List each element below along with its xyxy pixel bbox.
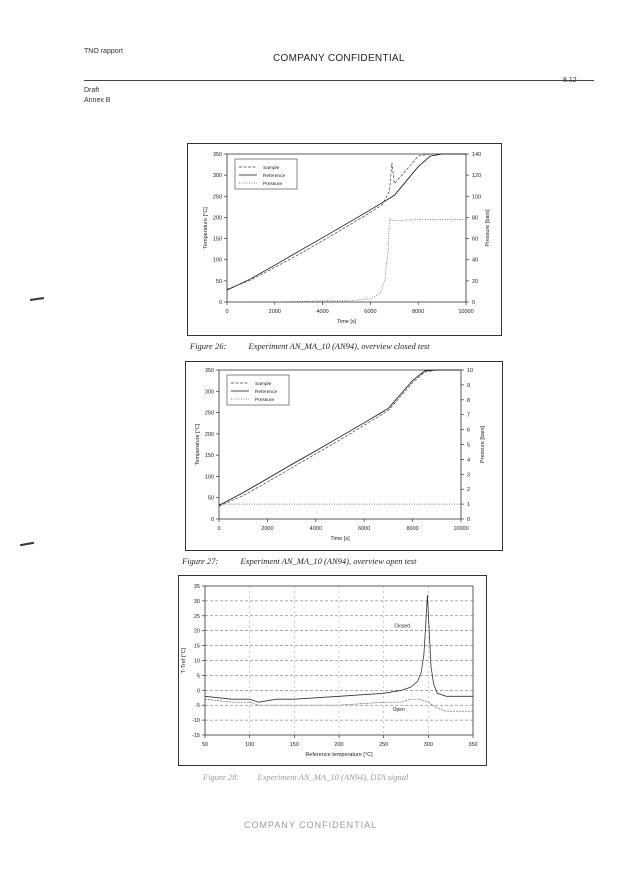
figure-28-caption-label: Figure 28: [203, 772, 240, 782]
y2-tick-label: 1 [467, 502, 471, 509]
y2-axis-label: Pressure [bars] [485, 209, 491, 247]
y-tick-label: 5 [196, 673, 200, 680]
legend-label-sample: Sample [255, 382, 272, 387]
x-tick-label: 4000 [316, 309, 329, 315]
y2-tick-label: 10 [467, 368, 474, 374]
figure-26-chart [188, 144, 501, 335]
y2-tick-label: 6 [467, 427, 471, 434]
y-tick-label: 0 [210, 517, 214, 523]
y-tick-label: 300 [204, 389, 214, 396]
y2-tick-label: 9 [467, 382, 471, 389]
x-tick-label: 50 [201, 742, 209, 748]
figure-27-caption [182, 556, 416, 566]
figure-28-box [178, 575, 487, 766]
scan-mark-2 [20, 542, 34, 546]
series-line-pressure [227, 220, 466, 303]
figure-26-caption-label: Figure 26: [190, 341, 227, 351]
page-number: 8.12 [563, 77, 577, 84]
footer-confidential: COMPANY CONFIDENTIAL [244, 820, 378, 830]
x-tick-label: 0 [225, 309, 229, 315]
y2-tick-label: 60 [472, 236, 479, 243]
figure-27-caption-label: Figure 27: [182, 556, 219, 566]
x-tick-label: 0 [217, 526, 221, 532]
y2-tick-label: 4 [467, 457, 471, 464]
y-tick-label: 50 [215, 278, 222, 285]
x-axis-label: Time [s] [330, 536, 350, 542]
y2-tick-label: 140 [472, 152, 482, 158]
legend-label-pressure: Pressure [263, 182, 283, 187]
x-tick-label: 250 [379, 742, 389, 748]
y2-tick-label: 7 [467, 412, 471, 419]
y2-tick-label: 40 [472, 257, 479, 264]
figure-28-caption [203, 772, 408, 782]
y2-axis-label: Pressure [bars] [480, 425, 486, 464]
x-axis-label: Reference temperature [°C] [305, 752, 373, 758]
y-axis-label: T-Tref [°C] [181, 647, 187, 674]
y-tick-label: 250 [212, 194, 222, 201]
y2-tick-label: 80 [472, 215, 479, 222]
header-rule [84, 80, 594, 81]
y-tick-label: 0 [196, 688, 200, 695]
y-tick-label: 20 [193, 628, 200, 635]
scan-mark-1 [30, 297, 44, 301]
annotation-open: Open [392, 707, 405, 714]
y2-tick-label: 120 [472, 173, 482, 180]
y-tick-label: 100 [204, 474, 214, 481]
y2-tick-label: 5 [467, 442, 471, 449]
y-tick-label: 100 [212, 257, 222, 264]
y2-tick-label: 0 [472, 300, 476, 306]
y-tick-label: 150 [212, 236, 222, 243]
y-tick-label: 350 [204, 368, 214, 374]
y2-tick-label: 0 [467, 517, 471, 523]
legend-label-pressure: Pressure [255, 398, 275, 403]
annex-label: Annex B [84, 97, 111, 104]
x-tick-label: 4000 [309, 526, 322, 532]
y-tick-label: -15 [192, 733, 200, 739]
figure-26-box [187, 143, 502, 336]
x-tick-label: 8000 [412, 309, 425, 315]
y-tick-label: 50 [207, 495, 214, 502]
x-tick-label: 6000 [358, 526, 371, 532]
figure-26-caption [190, 341, 430, 351]
figure-27-chart [186, 362, 502, 550]
x-tick-label: 6000 [364, 309, 377, 315]
y-tick-label: -10 [192, 718, 200, 725]
annotation-closed: Closed [394, 623, 410, 630]
y2-tick-label: 8 [467, 397, 471, 404]
y-tick-label: 15 [193, 643, 200, 650]
x-tick-label: 200 [334, 742, 344, 748]
x-tick-label: 350 [468, 742, 478, 748]
x-tick-label: 8000 [406, 526, 419, 532]
y-tick-label: 300 [212, 173, 222, 180]
figure-26-caption-text: Experiment AN_MA_10 (AN94), overview closed test [248, 341, 430, 351]
legend-label-reference: Reference [263, 174, 286, 179]
y-tick-label: 30 [193, 598, 200, 605]
x-axis-label: Time [s] [336, 319, 357, 325]
x-tick-label: 100 [245, 742, 255, 748]
y-axis-label: Temperature [°C] [203, 207, 209, 249]
y-tick-label: 150 [204, 453, 214, 460]
x-tick-label: 10000 [458, 309, 474, 315]
y2-tick-label: 2 [467, 487, 471, 494]
y-tick-label: 10 [193, 658, 200, 665]
y-axis-label: Temperature [°C] [195, 423, 201, 466]
x-tick-label: 2000 [268, 309, 281, 315]
draft-label: Draft [84, 87, 100, 94]
legend-label-sample: Sample [263, 166, 280, 171]
figure-27-box [185, 361, 503, 551]
y-tick-label: 250 [204, 410, 214, 417]
figure-27-caption-text: Experiment AN_MA_10 (AN94), overview open test [240, 556, 417, 566]
figure-28-caption-text: Experiment AN_MA_10 (AN94), DTA signal [257, 772, 409, 782]
figure-28-chart [179, 576, 486, 765]
y-tick-label: -5 [195, 703, 200, 710]
y2-tick-label: 100 [472, 194, 482, 201]
legend-label-reference: Reference [255, 390, 278, 395]
report-label: TNO rapport [84, 48, 123, 55]
y-tick-label: 200 [204, 431, 214, 438]
y-tick-label: 0 [218, 300, 222, 306]
y-tick-label: 200 [212, 215, 222, 222]
y2-tick-label: 3 [467, 472, 471, 479]
x-tick-label: 300 [423, 742, 433, 748]
y-tick-label: 25 [193, 613, 200, 620]
x-tick-label: 150 [289, 742, 299, 748]
y2-tick-label: 20 [472, 278, 479, 285]
x-tick-label: 2000 [261, 526, 274, 532]
confidential-heading: COMPANY CONFIDENTIAL [273, 53, 405, 64]
y-tick-label: 350 [212, 152, 222, 158]
x-tick-label: 10000 [453, 526, 469, 532]
y-tick-label: 35 [193, 584, 200, 590]
